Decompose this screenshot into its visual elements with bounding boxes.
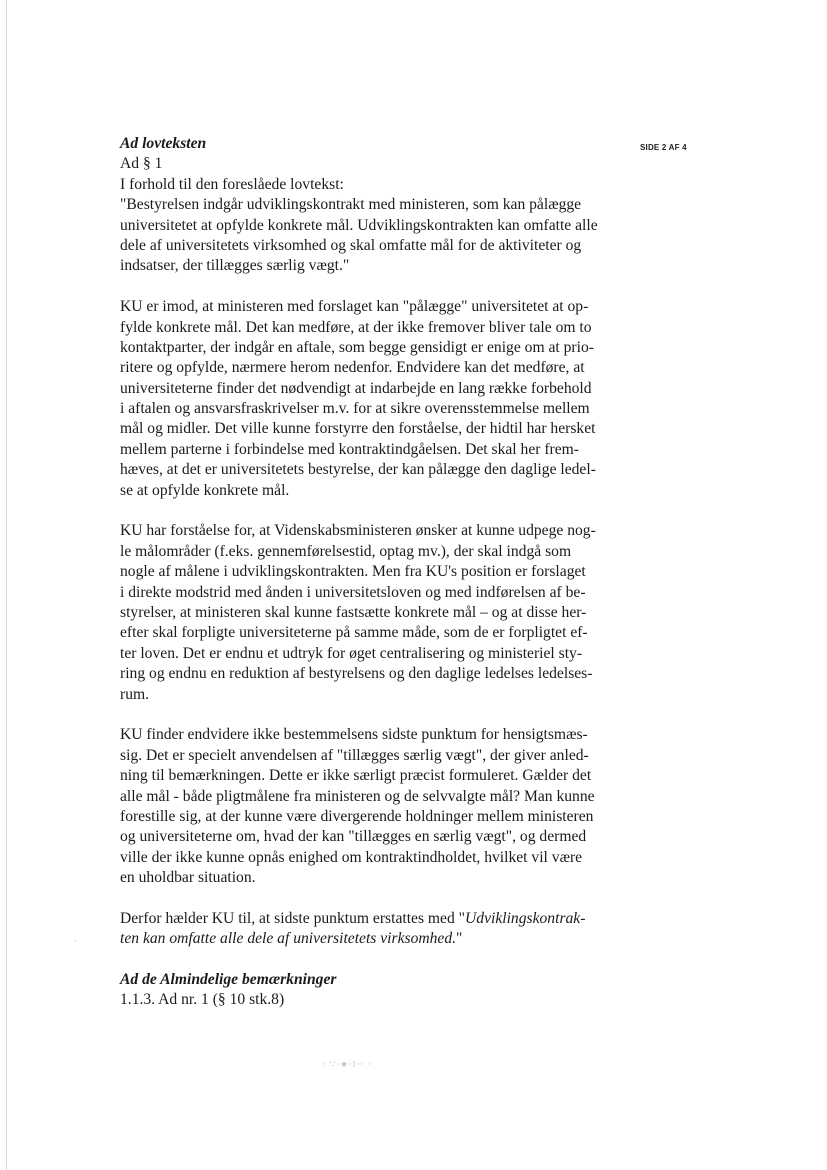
document-body: [120, 134, 616, 1011]
text-line: og universiteterne om, hvad der kan "tillægges en særlig vægt", og dermed: [120, 828, 587, 846]
text-line: indsatser, der tillægges særlig vægt.": [120, 257, 350, 275]
text-line: KU er imod, at ministeren med forslaget kan "pålægge" universitetet at op-: [120, 298, 589, 316]
text-line: kontaktparter, der indgår en aftale, som begge gensidigt er enige om at prio-: [120, 338, 594, 356]
text-line: forestille sig, at der kunne være divergerende holdninger mellem ministeren: [120, 807, 594, 825]
text-line: dele af universitetets virksomhed og skal omfatte mål for de aktiviteter og: [120, 236, 582, 254]
text-line: 1.1.3. Ad nr. 1 (§ 10 stk.8): [120, 991, 285, 1009]
paragraph-4: [120, 909, 616, 950]
text-line: "Bestyrelsen indgår udviklingskontrakt med ministeren, som kan pålægge: [120, 196, 582, 214]
text-line: i direkte modstrid med ånden i universitetsloven og med indførelsen af be-: [120, 583, 586, 601]
section-heading-lovteksten: Ad lovteksten: [120, 135, 207, 152]
text-line: I forhold til den foreslåede lovtekst:: [120, 175, 344, 193]
text-line: [120, 909, 616, 929]
text-line: ritere og opfylde, nærmere herom nedenfor. Endvidere kan det medføre, at: [120, 359, 585, 377]
text-line: le målområder (f.eks. gennemførelsestid, optag mv.), der skal indgå som: [120, 542, 572, 560]
text-line: ning til bemærkningen. Dette er ikke særligt præcist formuleret. Gælder det: [120, 767, 592, 785]
page-edge: [6, 0, 7, 1170]
text-line: ville der ikke kunne opnås enighed om kontraktindholdet, hvilket vil være: [120, 848, 583, 866]
text-line: [120, 929, 616, 949]
text-line: universitetet at opfylde konkrete mål. Udviklingskontrakten kan omfatte alle: [120, 216, 598, 234]
text-line: KU har forståelse for, at Videnskabsministeren ønsker at kunne udpege nog-: [120, 522, 596, 540]
text-line: ter loven. Det er endnu et udtryk for øget centralisering og ministeriel sty-: [120, 644, 583, 662]
text-line: alle mål - både pligtmålene fra ministeren og de selvvalgte mål? Man kunne: [120, 787, 595, 805]
text-line: i aftalen og ansvarsfraskrivelser m.v. for at sikre overensstemmelse mellem: [120, 400, 590, 418]
text-line: se at opfylde konkrete mål.: [120, 481, 290, 499]
text-line: en uholdbar situation.: [120, 869, 256, 887]
text-line: efter skal forpligte universiteterne på samme måde, som de er forpligtet ef-: [120, 624, 588, 642]
text-line: rum.: [120, 685, 150, 703]
text-line: sig. Det er specielt anvendelsen af "tillægges særlig vægt", der giver anled-: [120, 746, 589, 764]
scan-speck: ·: [74, 936, 77, 946]
text-line: universiteterne finder det nødvendigt at indarbejde en lang række forbehold: [120, 379, 592, 397]
scan-artifact: · ∵·∗·⁞·· ·: [322, 1060, 373, 1070]
italic-quote: ten kan omfatte alle dele af universitetets virksomhed.: [120, 930, 457, 948]
text-line: nogle af målene i udviklingskontrakten. Men fra KU's position er forslaget: [120, 563, 586, 581]
text-line: ring og endnu en reduktion af bestyrelsens og den daglige ledelses ledelses-: [120, 665, 593, 683]
text-line: styrelser, at ministeren skal kunne fastsætte konkrete mål – og at disse her-: [120, 603, 587, 621]
paragraph-2: [120, 521, 616, 705]
section-heading-bemaerkninger: Ad de Almindelige bemærkninger: [120, 971, 337, 989]
paragraph-1: [120, 297, 616, 501]
text-span: ": [456, 930, 463, 948]
paragraph-3: [120, 725, 616, 888]
text-span: Derfor hælder KU til, at sidste punktum erstattes med ": [120, 909, 466, 927]
page-indicator: SIDE 2 AF 4: [640, 143, 687, 152]
text-line: fylde konkrete mål. Det kan medføre, at der ikke fremover bliver tale om to: [120, 318, 592, 336]
text-line: mellem parterne i forbindelse med kontraktindgåelsen. Det skal her frem-: [120, 440, 579, 458]
italic-quote: Udviklingskontrak-: [465, 909, 586, 927]
text-line: hæves, at det er universitetets bestyrelse, der kan pålægge den daglige ledel-: [120, 461, 596, 479]
text-line: KU finder endvidere ikke bestemmelsens sidste punktum for hensigtsmæs-: [120, 726, 588, 744]
text-line: mål og midler. Det ville kunne forstyrre den forståelse, der hidtil har hersket: [120, 420, 596, 438]
text-line: Ad § 1: [120, 155, 163, 173]
